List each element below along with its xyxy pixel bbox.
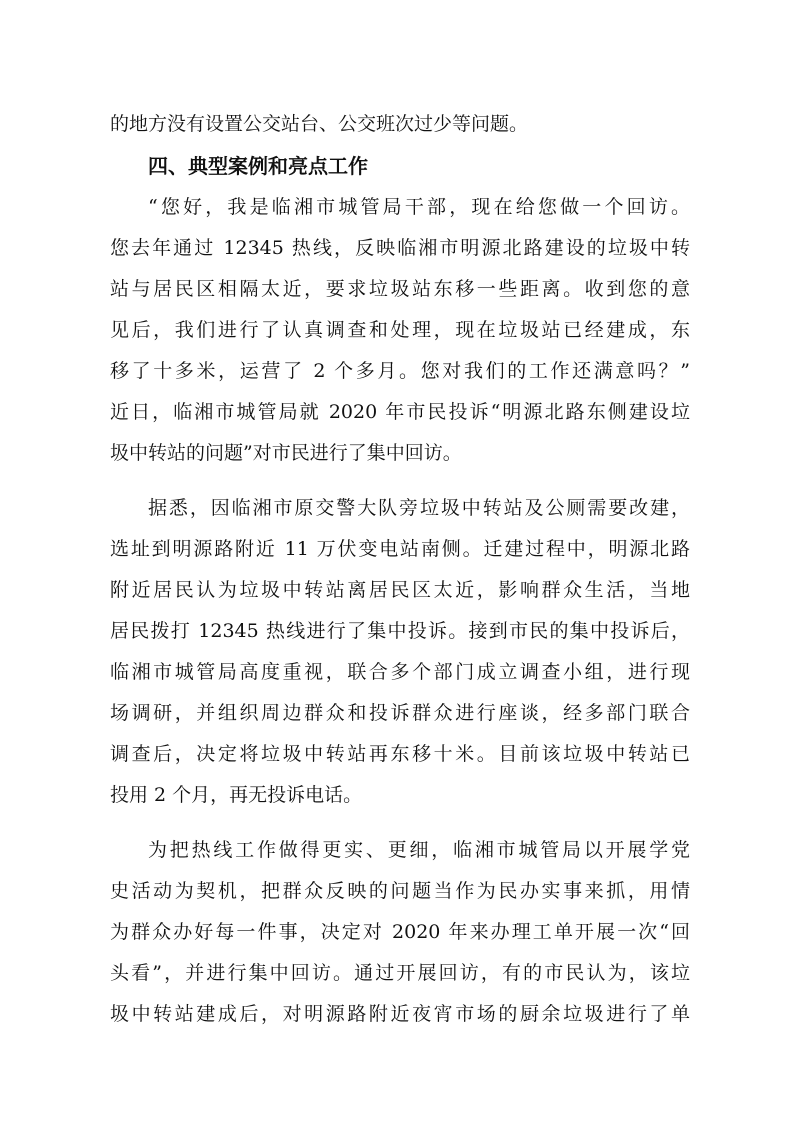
paragraph-line: 圾中转站建成后，对明源路附近夜宵市场的厨余垃圾进行了单	[110, 1003, 690, 1025]
paragraph-line: 据悉，因临湘市原交警大队旁垃圾中转站及公厕需要改建，	[148, 497, 690, 519]
paragraph-line: 场调研，并组织周边群众和投诉群众进行座谈，经多部门联合	[110, 702, 690, 724]
paragraph-line: 临湘市城管局高度重视，联合多个部门成立调查小组，进行现	[110, 661, 690, 683]
paragraph-line: 调查后，决定将垃圾中转站再东移十米。目前该垃圾中转站已	[110, 743, 690, 765]
paragraph-line: 您去年通过 12345 热线，反映临湘市明源北路建设的垃圾中转	[110, 237, 690, 259]
paragraph-line: 的地方没有设置公交站台、公交班次过少等问题。	[110, 113, 529, 135]
paragraph-line: 居民拨打 12345 热线进行了集中投诉。接到市民的集中投诉后，	[110, 620, 690, 642]
paragraph-line: 投用 2 个月，再无投诉电话。	[110, 784, 363, 806]
paragraph-line: “您好，我是临湘市城管局干部，现在给您做一个回访。	[148, 196, 690, 218]
paragraph-line: 史活动为契机，把群众反映的问题当作为民办实事来抓，用情	[110, 880, 690, 902]
paragraph-line: 为把热线工作做得更实、更细，临湘市城管局以开展学党	[148, 839, 690, 861]
paragraph-line: 为群众办好每一件事，决定对 2020 年来办理工单开展一次“回	[110, 921, 690, 943]
paragraph-line: 站与居民区相隔太近，要求垃圾站东移一些距离。收到您的意	[110, 278, 690, 300]
paragraph-line: 选址到明源路附近 11 万伏变电站南侧。迁建过程中，明源北路	[110, 538, 690, 560]
paragraph-line: 见后，我们进行了认真调查和处理，现在垃圾站已经建成，东	[110, 319, 690, 341]
paragraph-line: 圾中转站的问题”对市民进行了集中回访。	[110, 442, 462, 464]
section-heading: 四、典型案例和亮点工作	[148, 154, 368, 178]
paragraph-line: 头看”，并进行集中回访。通过开展回访，有的市民认为，该垃	[110, 962, 690, 984]
paragraph-line: 近日，临湘市城管局就 2020 年市民投诉“明源北路东侧建设垃	[110, 401, 690, 423]
paragraph-line: 移了十多米，运营了 2 个多月。您对我们的工作还满意吗？”	[110, 360, 690, 382]
paragraph-line: 附近居民认为垃圾中转站离居民区太近，影响群众生活，当地	[110, 579, 690, 601]
